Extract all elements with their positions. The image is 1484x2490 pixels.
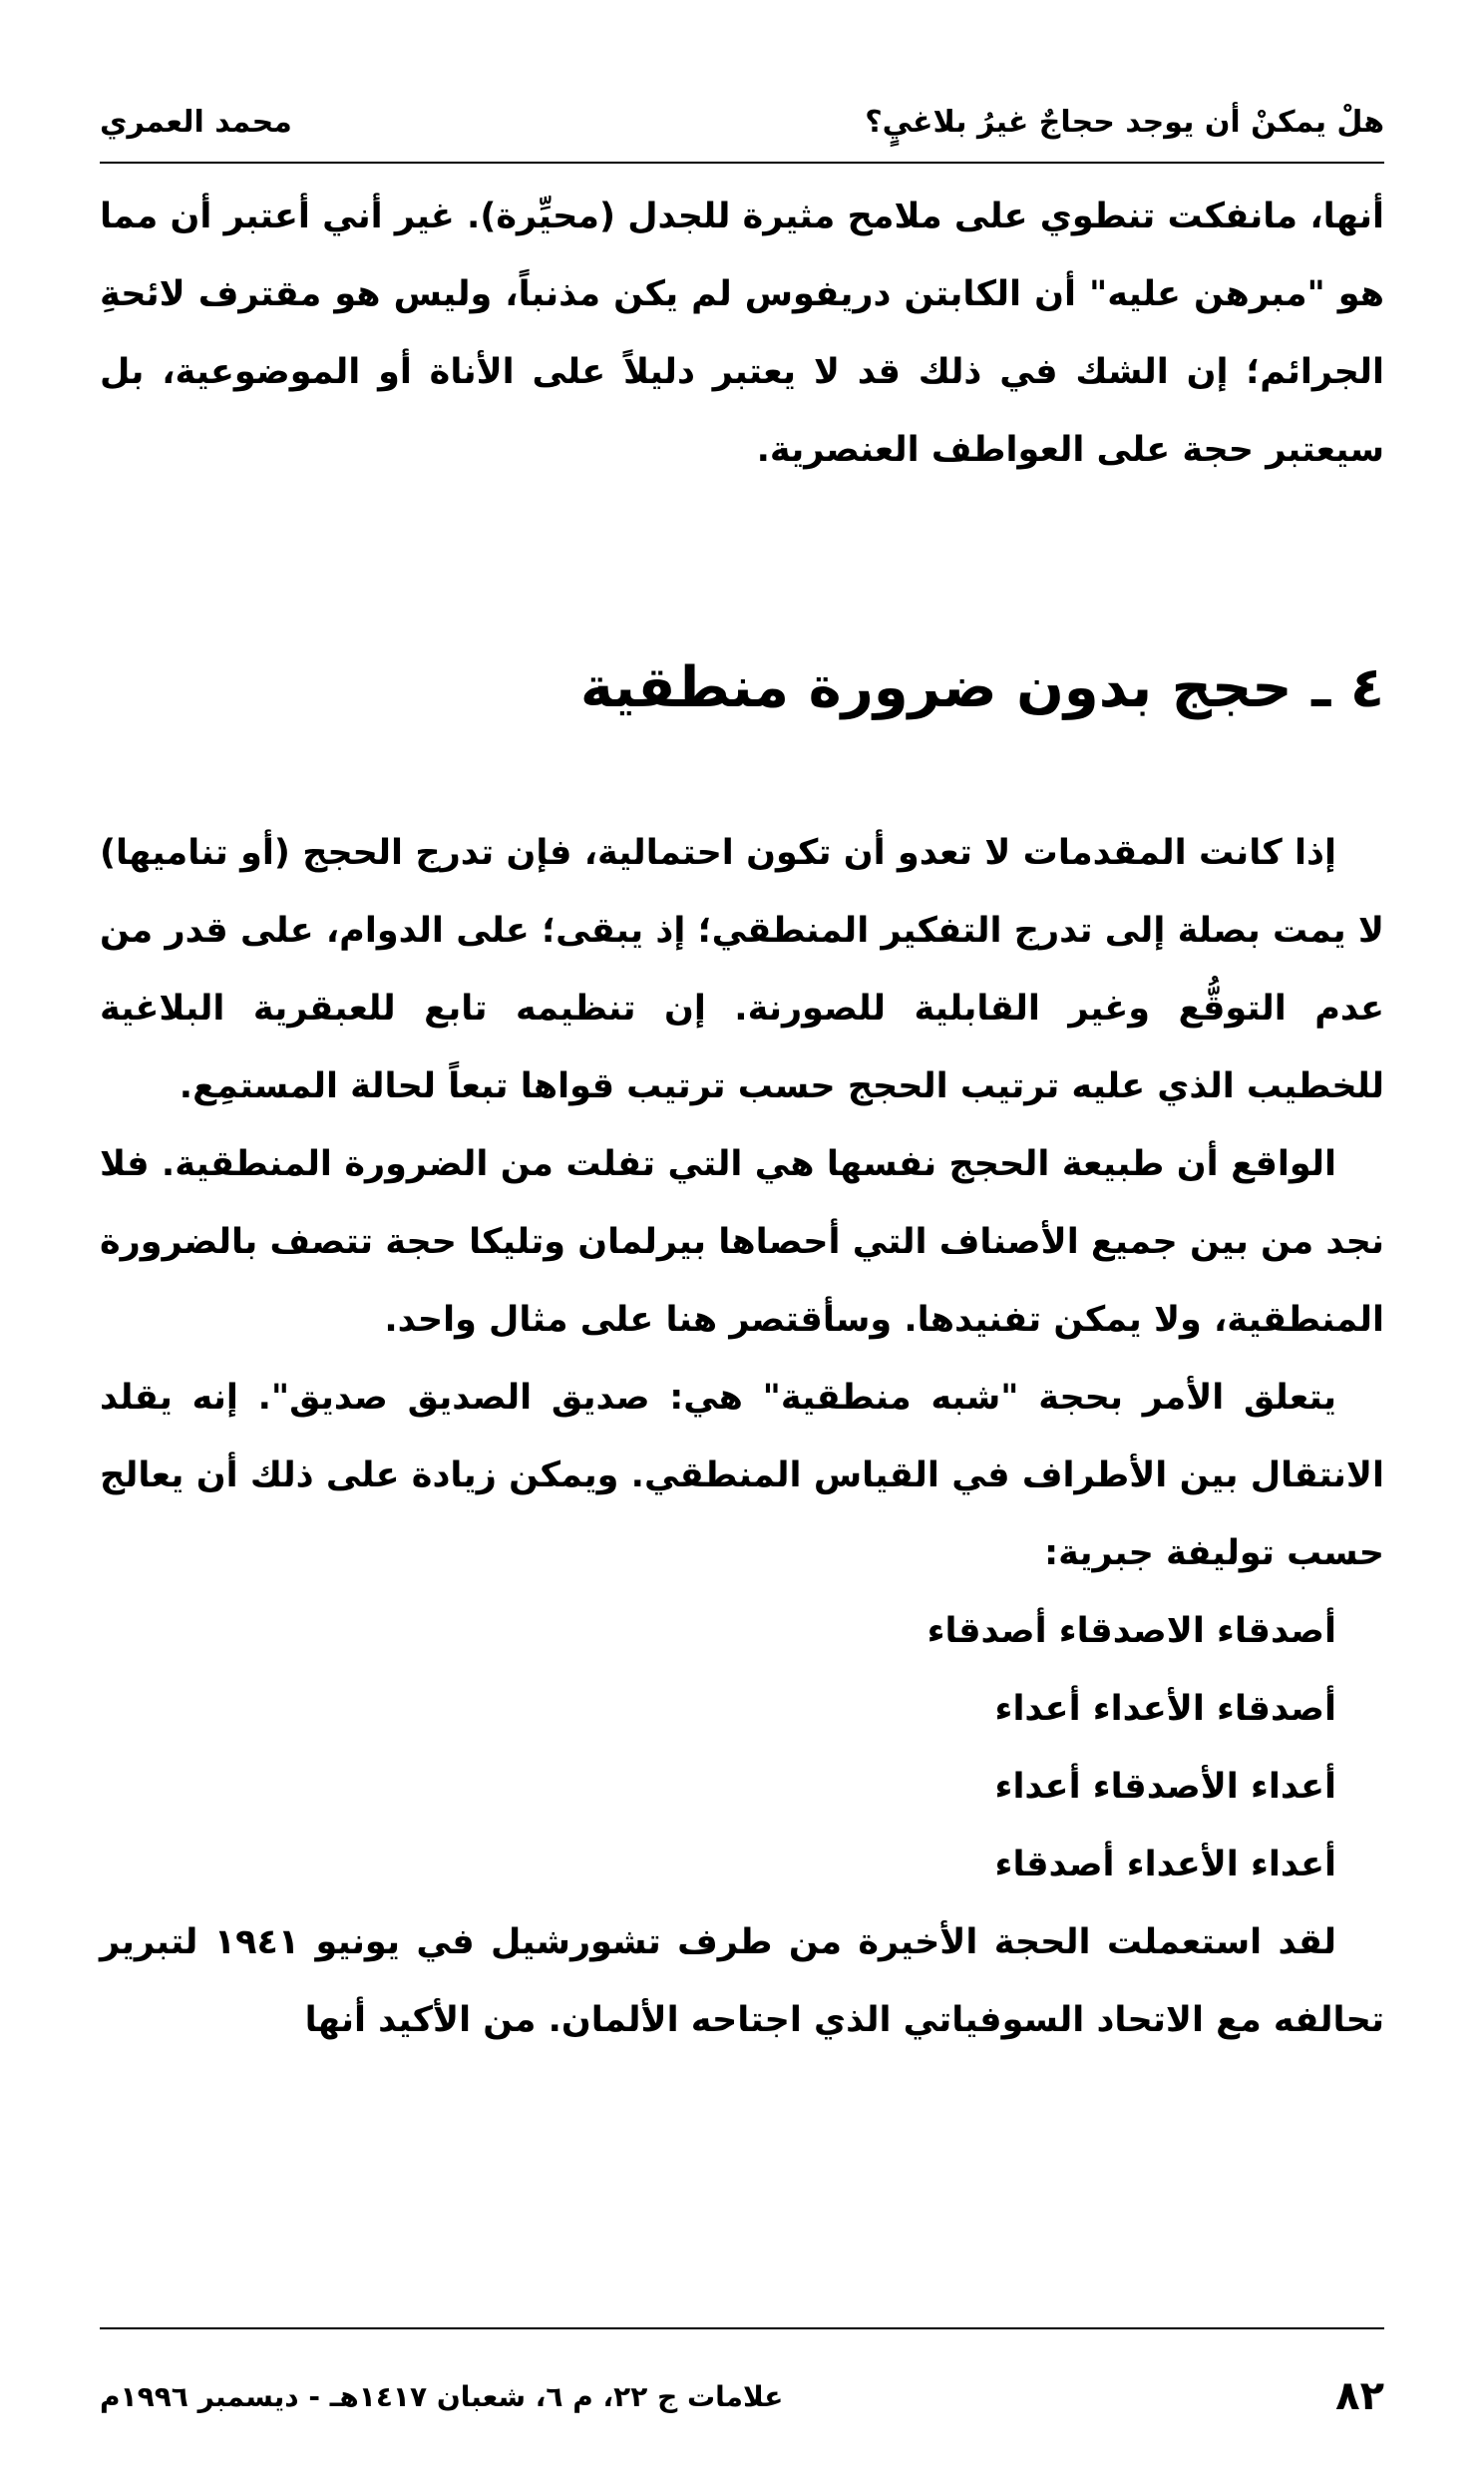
paragraph-3: يتعلق الأمر بحجة "شبه منطقية" هي: صديق الصديق صديق". إنه يقلد الانتقال بين الأطراف في القياس المنطقي. ويمكن زيادة على ذلك أن يعالج حسب توليفة جبرية:	[100, 1378, 1384, 1573]
section-body	[100, 814, 1384, 2059]
page-number: ٨٢	[1335, 2373, 1384, 2419]
intro-block	[100, 178, 1384, 489]
paragraph-2: الواقع أن طبيعة الحجج نفسها هي التي تفلت من الضرورة المنطقية. فلا نجد من بين جميع الأصناف التي أحصاها بيرلمان وتليكا حجة تتصف بالضرورة المنطقية، ولا يمكن تفنيدها. وسأقتصر هنا على مثال واحد.	[100, 1144, 1384, 1340]
example-line: أعداء الأصدقاء أعداء	[994, 1767, 1336, 1807]
closing-paragraph: لقد استعملت الحجة الأخيرة من طرف تشورشيل في يونيو ١٩٤١ لتبرير تحالفه مع الاتحاد السوفياتي الذي اجتاحه الألمان. من الأكيد أنها	[100, 1922, 1384, 2040]
example-line: أصدقاء الاصدقاء أصدقاء	[927, 1611, 1336, 1651]
journal-info: علامات ج ٢٢، م ٦، شعبان ١٤١٧هـ - ديسمبر ١٩٩٦م	[100, 2379, 784, 2413]
header-divider	[100, 162, 1384, 164]
header-author: محمد العمري	[100, 104, 292, 140]
footer-divider	[100, 2327, 1384, 2329]
page-footer	[100, 2366, 1384, 2426]
example-list	[100, 1592, 1384, 1903]
example-line: أصدقاء الأعداء أعداء	[994, 1689, 1336, 1729]
example-line: أعداء الأعداء أصدقاء	[994, 1845, 1336, 1884]
running-header	[100, 92, 1384, 152]
header-title: هلْ يمكنْ أن يوجد حجاجٌ غيرُ بلاغيٍ؟	[865, 104, 1384, 140]
paragraph-1: إذا كانت المقدمات لا تعدو أن تكون احتمالية، فإن تدرج الحجج (أو تناميها) لا يمت بصلة إلى تدرج التفكير المنطقي؛ إذ يبقى؛ على الدوام، على قدر من عدم التوقُّع وغير القابلية للصورنة. إن تنظيمه تابع للعبقرية البلاغية للخطيب الذي عليه ترتيب الحجج حسب ترتيب قواها تبعاً لحالة المستمِع.	[100, 833, 1384, 1106]
section-heading: ٤ ـ حجج بدون ضرورة منطقية	[579, 655, 1384, 720]
intro-paragraph: أنها، مانفكت تنطوي على ملامح مثيرة للجدل (محيِّرة). غير أني أعتبر أن مما هو "مبرهن عليه" أن الكابتن دريفوس لم يكن مذنباً، وليس هو مقترف لائحةِ الجرائم؛ إن الشك في ذلك قد لا يعتبر دليلاً على الأناة أو الموضوعية، بل سيعتبر حجة على العواطف العنصرية.	[100, 197, 1384, 470]
